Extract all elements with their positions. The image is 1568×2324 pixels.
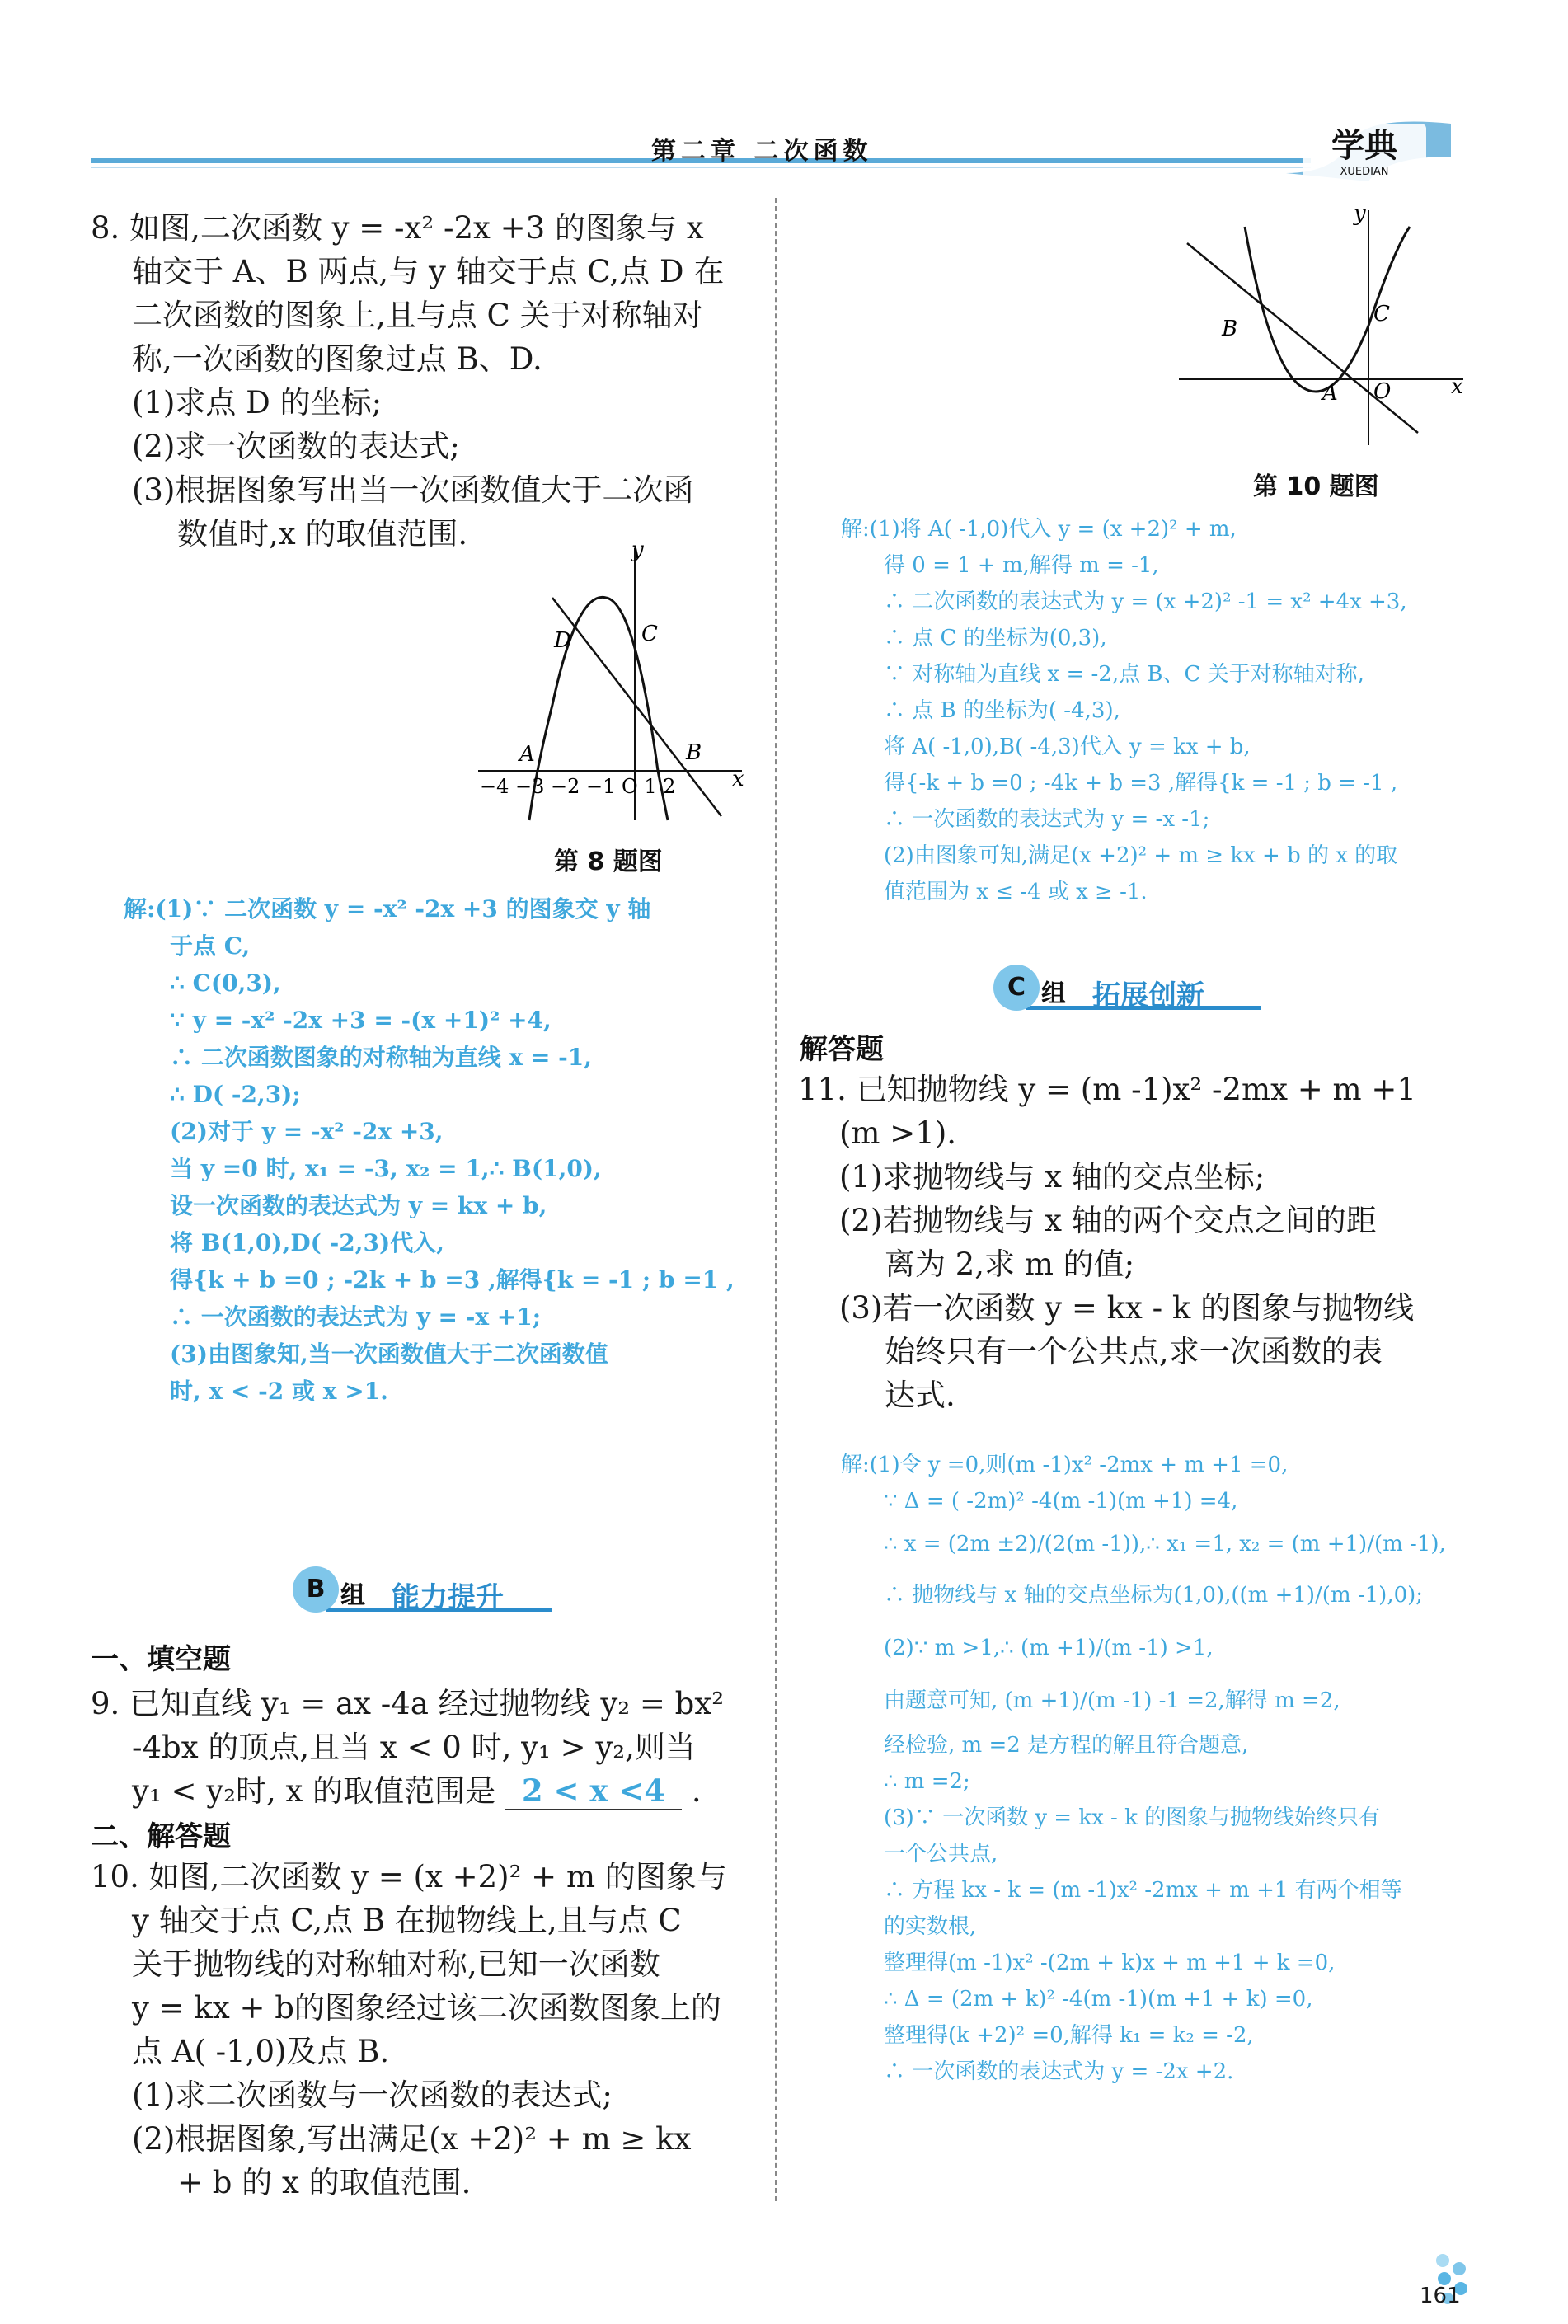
q11-line: 达式. [885, 1378, 955, 1413]
chapter-title: 第二章 二次函数 [651, 137, 873, 166]
question-10 [91, 1855, 767, 2204]
group-b-badge [293, 1566, 556, 1613]
section-fill-in: 一、填空题 [91, 1643, 231, 1676]
a8-line: ∴ 二次函数图象的对称轴为直线 x = -1, [170, 1044, 592, 1071]
q9-line-text: y₁ < y₂时, x 的取值范围是 [132, 1773, 496, 1809]
a10-line: ∴ 一次函数的表达式为 y = -x -1; [884, 807, 1210, 832]
answer-11 [841, 1447, 1542, 2090]
a10-line: 得 0 = 1 + m,解得 m = -1, [884, 553, 1159, 578]
a10-line: (2)由图象可知,满足(x +2)² + m ≥ kx + b 的 x 的取 [884, 843, 1398, 868]
answer-8 [124, 890, 767, 1410]
fig8-label-a: A [519, 742, 535, 767]
fig8-label-b: B [686, 740, 702, 765]
figure-10-graph [1171, 202, 1467, 449]
group-c-zu: 组 [1041, 979, 1066, 1008]
a11-line: 整理得(m -1)x² -(2m + k)x + m +1 + k =0, [884, 1951, 1336, 1975]
q11-line: (1)求抛物线与 x 轴的交点坐标; [839, 1159, 1265, 1195]
figure-8-caption: 第 8 题图 [554, 847, 663, 876]
q8-line: (2)求一次函数的表达式; [132, 429, 460, 464]
fig8-label-c: C [641, 622, 658, 646]
q10-line: 10. 如图,二次函数 y = (x +2)² + m 的图象与 [91, 1859, 727, 1894]
a11-line: 整理得(k +2)² =0,解得 k₁ = k₂ = -2, [884, 2023, 1254, 2048]
q8-line: 轴交于 A、B 两点,与 y 轴交于点 C,点 D 在 [132, 254, 725, 289]
question-9 [91, 1682, 758, 1813]
a8-line: 于点 C, [170, 932, 251, 960]
fig10-label-b: B [1222, 317, 1238, 341]
a10-line: 将 A( -1,0),B( -4,3)代入 y = kx + b, [884, 735, 1251, 759]
group-b-title: 能力提升 [392, 1581, 504, 1614]
q10-line: (1)求二次函数与一次函数的表达式; [132, 2078, 613, 2113]
a11-line: 由题意可知, (m +1)/(m -1) -1 =2,解得 m =2, [884, 1688, 1340, 1713]
a8-line: (2)对于 y = -x² -2x +3, [170, 1118, 444, 1145]
group-b-letter: B [293, 1566, 339, 1613]
a11-line: 一个公共点, [884, 1842, 998, 1866]
q10-line: (2)根据图象,写出满足(x +2)² + m ≥ kx [132, 2121, 692, 2157]
q11-line: 11. 已知抛物线 y = (m -1)x² -2mx + m +1 [798, 1072, 1416, 1107]
group-c-title: 拓展创新 [1092, 979, 1204, 1012]
a11-line: 的实数根, [884, 1914, 977, 1939]
brand-name: 学典 [1331, 127, 1397, 165]
q10-line: 关于抛物线的对称轴对称,已知一次函数 [132, 1946, 660, 1982]
q11-line: (m >1). [839, 1115, 957, 1151]
page-number: 161 [1420, 2284, 1461, 2308]
a8-line: 时, x < -2 或 x >1. [170, 1378, 388, 1405]
a10-line: 得{-k + b =0 ; -4k + b =3 ,解得{k = -1 ; b = -1 , [884, 771, 1398, 796]
group-c-badge [993, 965, 1265, 1011]
q8-line: 二次函数的图象上,且与点 C 关于对称轴对 [132, 298, 703, 333]
question-8 [91, 206, 758, 556]
a11-line: (2)∵ m >1,∴ (m +1)/(m -1) >1, [884, 1636, 1214, 1660]
figure-8-graph [470, 540, 750, 829]
a10-line: ∴ 点 B 的坐标为( -4,3), [884, 698, 1120, 723]
a11-line: 经检验, m =2 是方程的解且符合题意, [884, 1733, 1249, 1758]
a8-line: ∵ y = -x² -2x +3 = -(x +1)² +4, [170, 1007, 552, 1034]
a8-line: 设一次函数的表达式为 y = kx + b, [170, 1192, 547, 1219]
q10-line: 点 A( -1,0)及点 B. [132, 2034, 390, 2069]
q10-line: y = kx + b的图象经过该二次函数图象上的 [132, 1990, 721, 2026]
group-b-zu: 组 [340, 1581, 365, 1610]
fig8-x-label: x [732, 767, 744, 791]
q8-line: 称,一次函数的图象过点 B、D. [132, 341, 542, 377]
a8-line: ∴ D( -2,3); [170, 1081, 301, 1108]
a11-line: ∴ 方程 kx - k = (m -1)x² -2mx + m +1 有两个相等 [884, 1878, 1402, 1903]
section-c-solve: 解答题 [800, 1033, 884, 1066]
fig10-y-label: y [1354, 202, 1366, 226]
a11-line: ∴ 抛物线与 x 轴的交点坐标为(1,0),((m +1)/(m -1),0); [884, 1583, 1424, 1608]
fig8-label-d: D [554, 628, 571, 653]
q11-line: (3)若一次函数 y = kx - k 的图象与抛物线 [839, 1290, 1415, 1326]
answer-10 [841, 511, 1533, 910]
a10-line: ∴ 点 C 的坐标为(0,3), [884, 626, 1107, 650]
q10-line: y 轴交于点 C,点 B 在抛物线上,且与点 C [132, 1903, 682, 1938]
q9-line: 9. 已知直线 y₁ = ax -4a 经过抛物线 y₂ = bx² [91, 1686, 725, 1721]
q9-blank-answer: 2 < x <4 [505, 1772, 682, 1810]
group-c-letter: C [993, 965, 1040, 1011]
a11-line: ∴ m =2; [884, 1769, 970, 1794]
fig8-ticks: −4 −3 −2 −1 O 1 2 [480, 775, 676, 798]
a11-line: 解:(1)令 y =0,则(m -1)x² -2mx + m +1 =0, [841, 1453, 1289, 1477]
q9-line: y₁ < y₂时, x 的取值范围是 2 < x <4 . [132, 1772, 702, 1809]
q8-line: (1)求点 D 的坐标; [132, 385, 383, 420]
q10-line: + b 的 x 的取值范围. [177, 2165, 472, 2200]
section-solve: 二、解答题 [91, 1820, 231, 1853]
a8-line: ∴ C(0,3), [170, 970, 281, 997]
q8-line: 8. 如图,二次函数 y = -x² -2x +3 的图象与 x [91, 210, 704, 246]
q11-line: (2)若抛物线与 x 轴的两个交点之间的距 [839, 1203, 1377, 1238]
q9-line: -4bx 的顶点,且当 x < 0 时, y₁ > y₂,则当 [132, 1730, 696, 1765]
a11-line: ∴ 一次函数的表达式为 y = -2x +2. [884, 2059, 1234, 2084]
fig10-label-c: C [1373, 302, 1390, 326]
fig10-label-a: A [1322, 381, 1338, 406]
a11-line: ∴ x = (2m ±2)/(2(m -1)),∴ x₁ =1, x₂ = (m +1)/(m -1), [884, 1532, 1446, 1556]
a8-line: ∴ 一次函数的表达式为 y = -x +1; [170, 1303, 542, 1331]
a8-line: 得{k + b =0 ; -2k + b =3 ,解得{k = -1 ; b =1 , [170, 1266, 735, 1293]
a8-line: 解:(1)∵ 二次函数 y = -x² -2x +3 的图象交 y 轴 [124, 895, 651, 923]
a11-line: (3)∵ 一次函数 y = kx - k 的图象与抛物线始终只有 [884, 1805, 1381, 1830]
a10-line: ∴ 二次函数的表达式为 y = (x +2)² -1 = x² +4x +3, [884, 589, 1407, 614]
a10-line: 解:(1)将 A( -1,0)代入 y = (x +2)² + m, [841, 517, 1237, 542]
column-divider [775, 198, 777, 2201]
figure-10-caption: 第 10 题图 [1253, 472, 1379, 501]
q11-line: 离为 2,求 m 的值; [885, 1247, 1135, 1282]
fig10-label-o: O [1373, 379, 1392, 404]
a11-line: ∵ Δ = ( -2m)² -4(m -1)(m +1) =4, [884, 1489, 1238, 1514]
question-11 [798, 1068, 1540, 1417]
q11-line: 始终只有一个公共点,求一次函数的表 [885, 1334, 1383, 1369]
a11-line: ∴ Δ = (2m + k)² -4(m -1)(m +1 + k) =0, [884, 1987, 1313, 2012]
a8-line: (3)由图象知,当一次函数值大于二次函数值 [170, 1340, 608, 1368]
fig10-x-label: x [1451, 374, 1463, 399]
header-rule-light [91, 167, 1311, 168]
a8-line: 将 B(1,0),D( -2,3)代入, [170, 1229, 444, 1256]
q8-line: 数值时,x 的取值范围. [177, 516, 468, 552]
brand-logo [1286, 107, 1451, 190]
fig8-y-label: y [631, 540, 644, 562]
a10-line: 值范围为 x ≤ -4 或 x ≥ -1. [884, 880, 1148, 904]
a10-line: ∵ 对称轴为直线 x = -2,点 B、C 关于对称轴对称, [884, 662, 1364, 687]
brand-sub: XUEDIAN [1340, 166, 1389, 178]
q8-line: (3)根据图象写出当一次函数值大于二次函 [132, 472, 694, 508]
a8-line: 当 y =0 时, x₁ = -3, x₂ = 1,∴ B(1,0), [170, 1155, 602, 1182]
